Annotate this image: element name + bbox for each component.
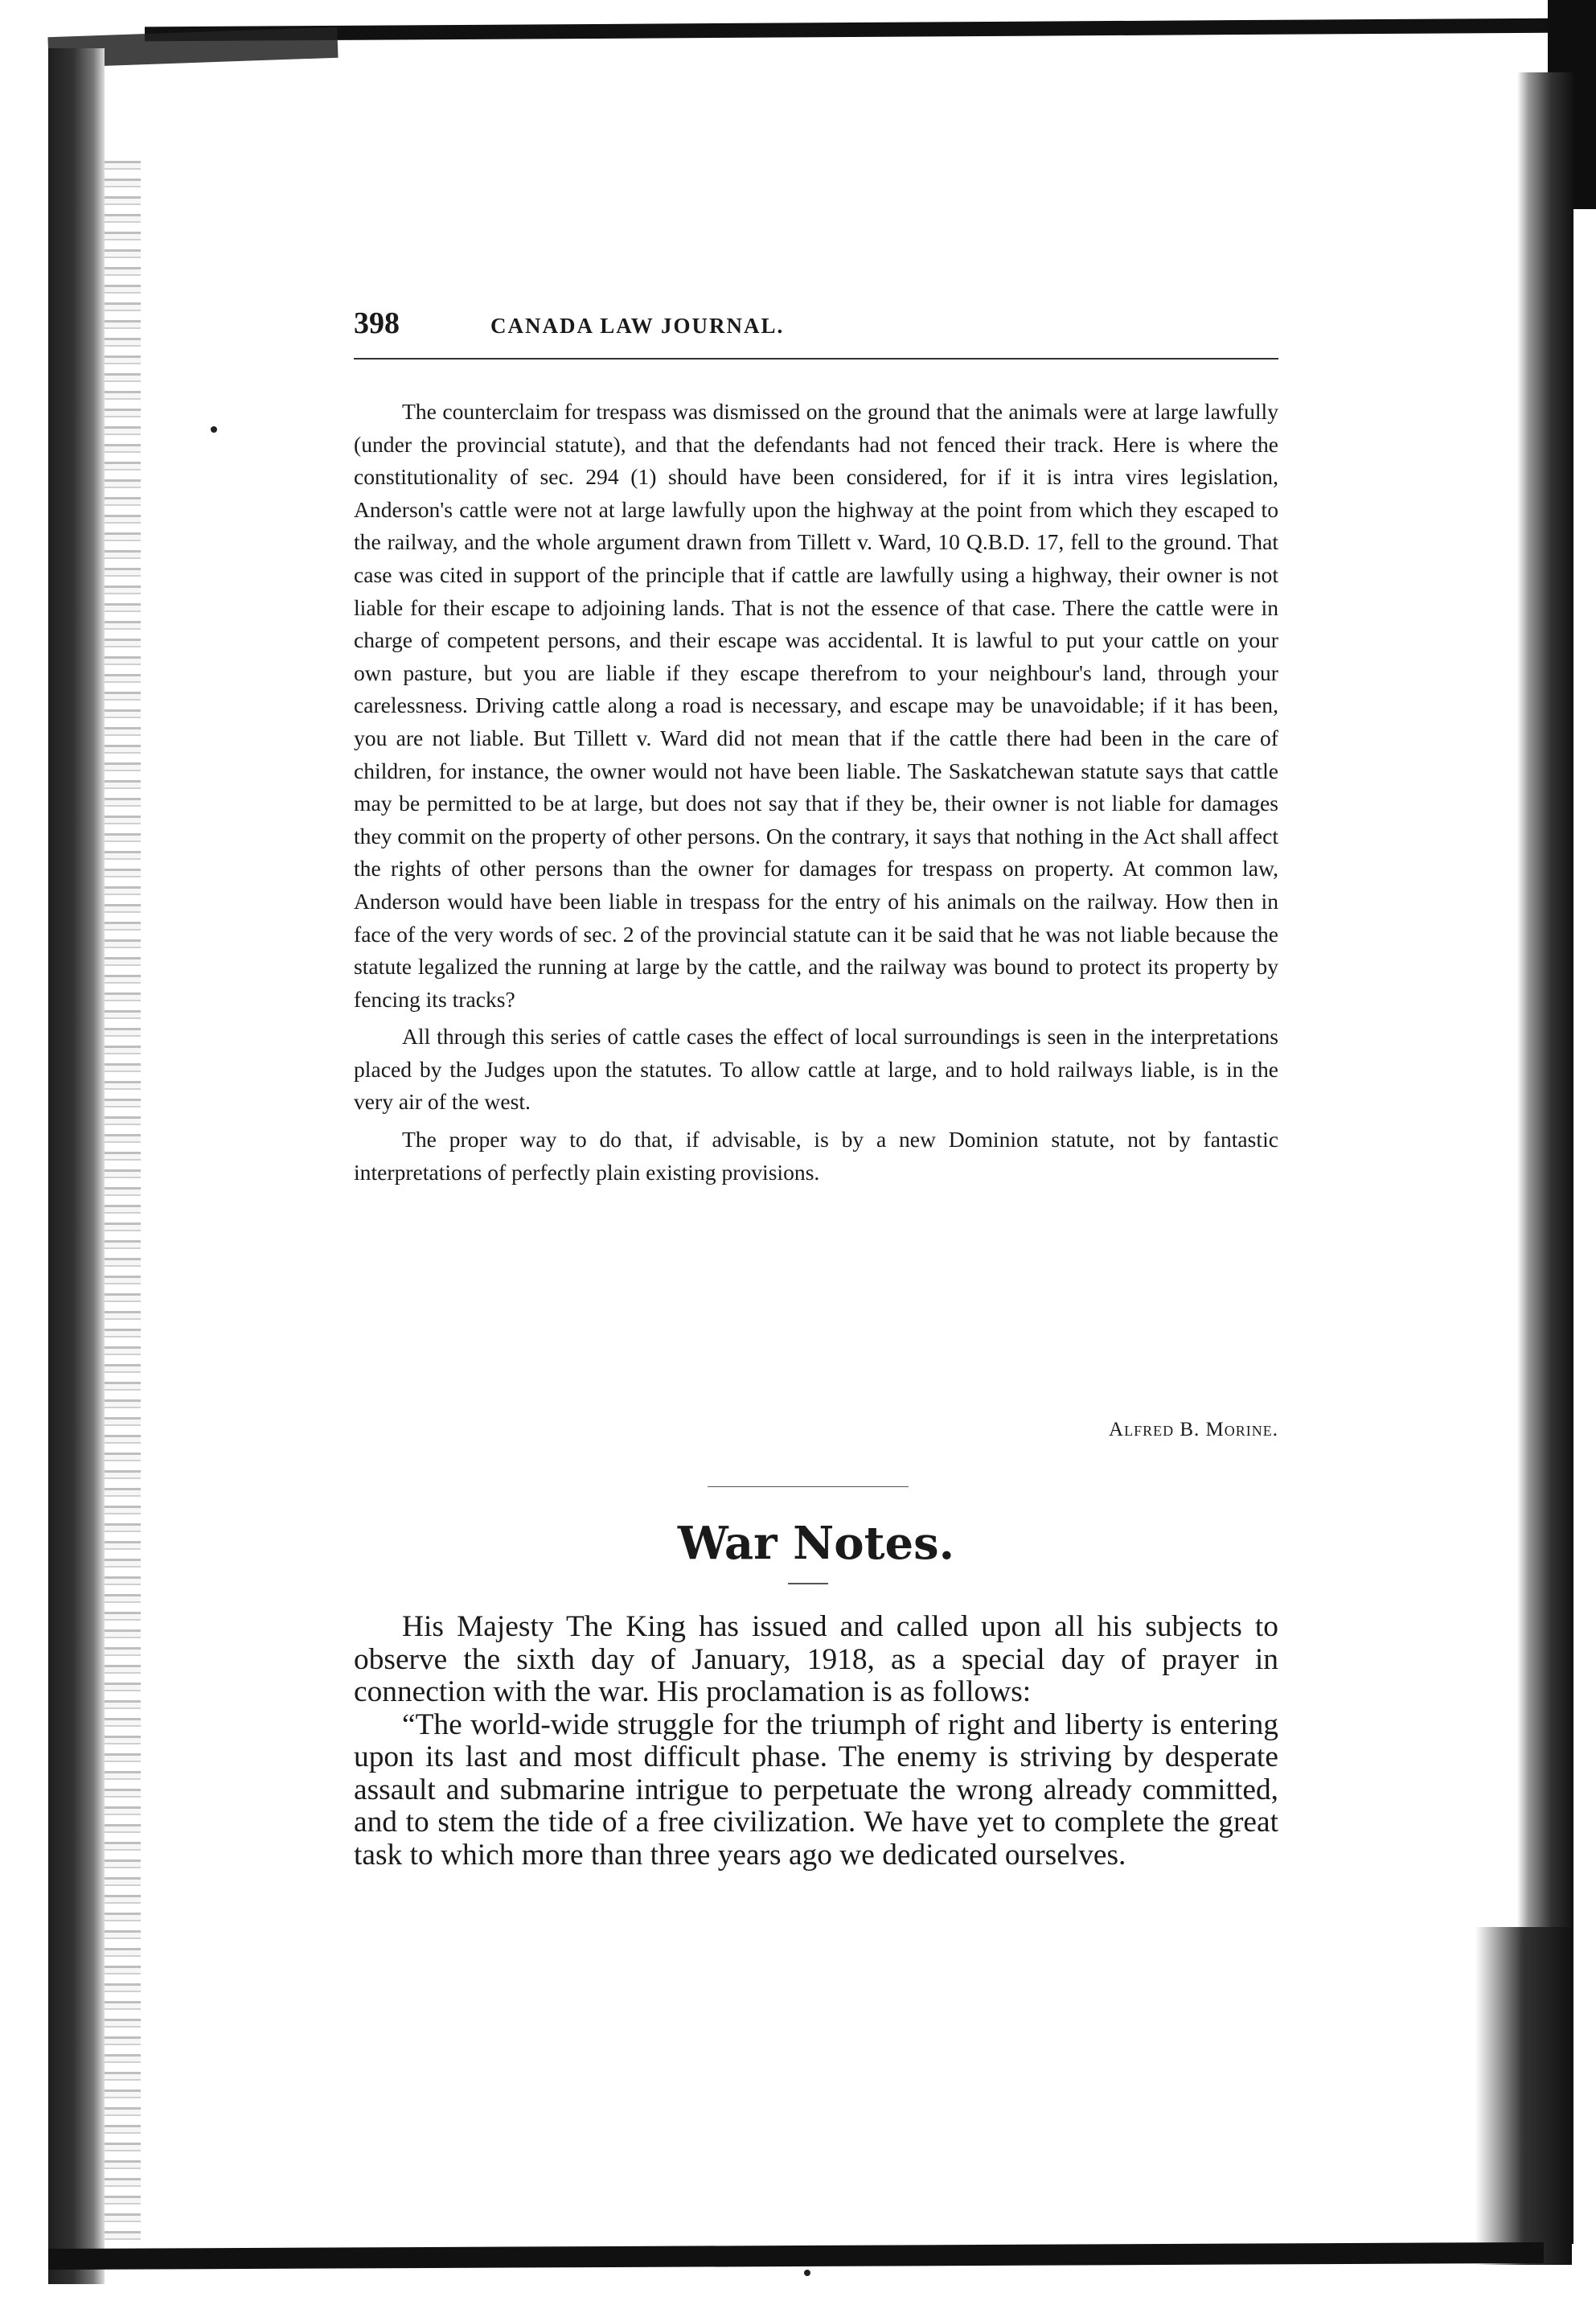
page-number: 398	[354, 306, 400, 340]
scan-edge-right	[1517, 72, 1573, 2244]
section-paragraph: His Majesty The King has issued and called upon all his subjects to observe the sixth day of January, 1918, as a special day of prayer in connection with the war. His proclamation is as follows:	[354, 1610, 1278, 1708]
section-title: War Notes.	[677, 1517, 955, 1570]
scan-speck	[211, 426, 217, 433]
running-head: CANADA LAW JOURNAL.	[490, 314, 785, 338]
section-body	[354, 1611, 1278, 1872]
article-body	[354, 396, 1278, 1189]
page-header	[354, 306, 1278, 346]
title-dash	[788, 1583, 828, 1584]
article-paragraph: The counterclaim for trespass was dismissed on the ground that the animals were at large lawfully (under the provincial statute), and that the defendants had not fenced their track. Here is where the constitutionality of sec. 294 (1) should have been considered, for if it is intra vires legislation, Anderson's cattle were not at large lawfully upon the highway at the point from which they escaped to the railway, and the whole argument drawn from Tillett v. Ward, 10 Q.B.D. 17, fell to the ground. That case was cited in support of the principle that if cattle are lawfully using a highway, their owner is not liable for their escape to adjoining lands. That is not the essence of that case. There the cattle were in charge of competent persons, and their escape was accidental. It is lawful to put your cattle on your own pasture, but you are liable if they escape therefrom to your neighbour's land, through your carelessness. Driving cattle along a road is necessary, and escape may be unavoidable; if it has been, you are not liable. But Tillett v. Ward did not mean that if the cattle there had been in the care of children, for instance, the owner would not have been liable. The Saskatchewan statute says that cattle may be permitted to be at large, but does not say that if they be, their owner is not liable for damages they commit on the property of other persons. On the contrary, it says that nothing in the Act shall affect the rights of other persons than the owner for damages for trespass on property. At common law, Anderson would have been liable in trespass for the entry of his animals on the railway. How then in face of the very words of sec. 2 of the provincial statute can it be said that he was not liable because the statute legalized the running at large by the cattle, and the railway was bound to protect its property by fencing its tracks?	[354, 399, 1278, 1012]
section-divider	[708, 1486, 909, 1487]
article-paragraph: All through this series of cattle cases the effect of local surroundings is seen in the interpretations placed by the Judges upon the statutes. To allow cattle at large, and to hold railways liable, is in the very air of the west.	[354, 1024, 1278, 1115]
author-signature: Alfred B. Morine.	[1109, 1419, 1278, 1440]
scan-edge-left-noise	[105, 161, 141, 2252]
header-rule	[354, 358, 1278, 360]
scan-edge-top	[145, 18, 1560, 42]
scan-corner-bottom-right	[1475, 1927, 1572, 2265]
scan-speck	[804, 2270, 810, 2276]
scan-edge-bottom	[48, 2242, 1544, 2270]
section-paragraph: “The world-wide struggle for the triumph of right and liberty is entering upon its last and most difficult phase. The enemy is striving by desperate assault and submarine intrigue to perpetuate the wrong already committed, and to stem the tide of a free civilization. We have yet to complete the great task to which more than three years ago we dedicated ourselves.	[354, 1707, 1278, 1872]
scan-edge-left	[48, 48, 105, 2284]
article-paragraph: The proper way to do that, if advisable, is by a new Dominion statute, not by fantastic interpretations of perfectly plain existing provisions.	[354, 1127, 1278, 1185]
